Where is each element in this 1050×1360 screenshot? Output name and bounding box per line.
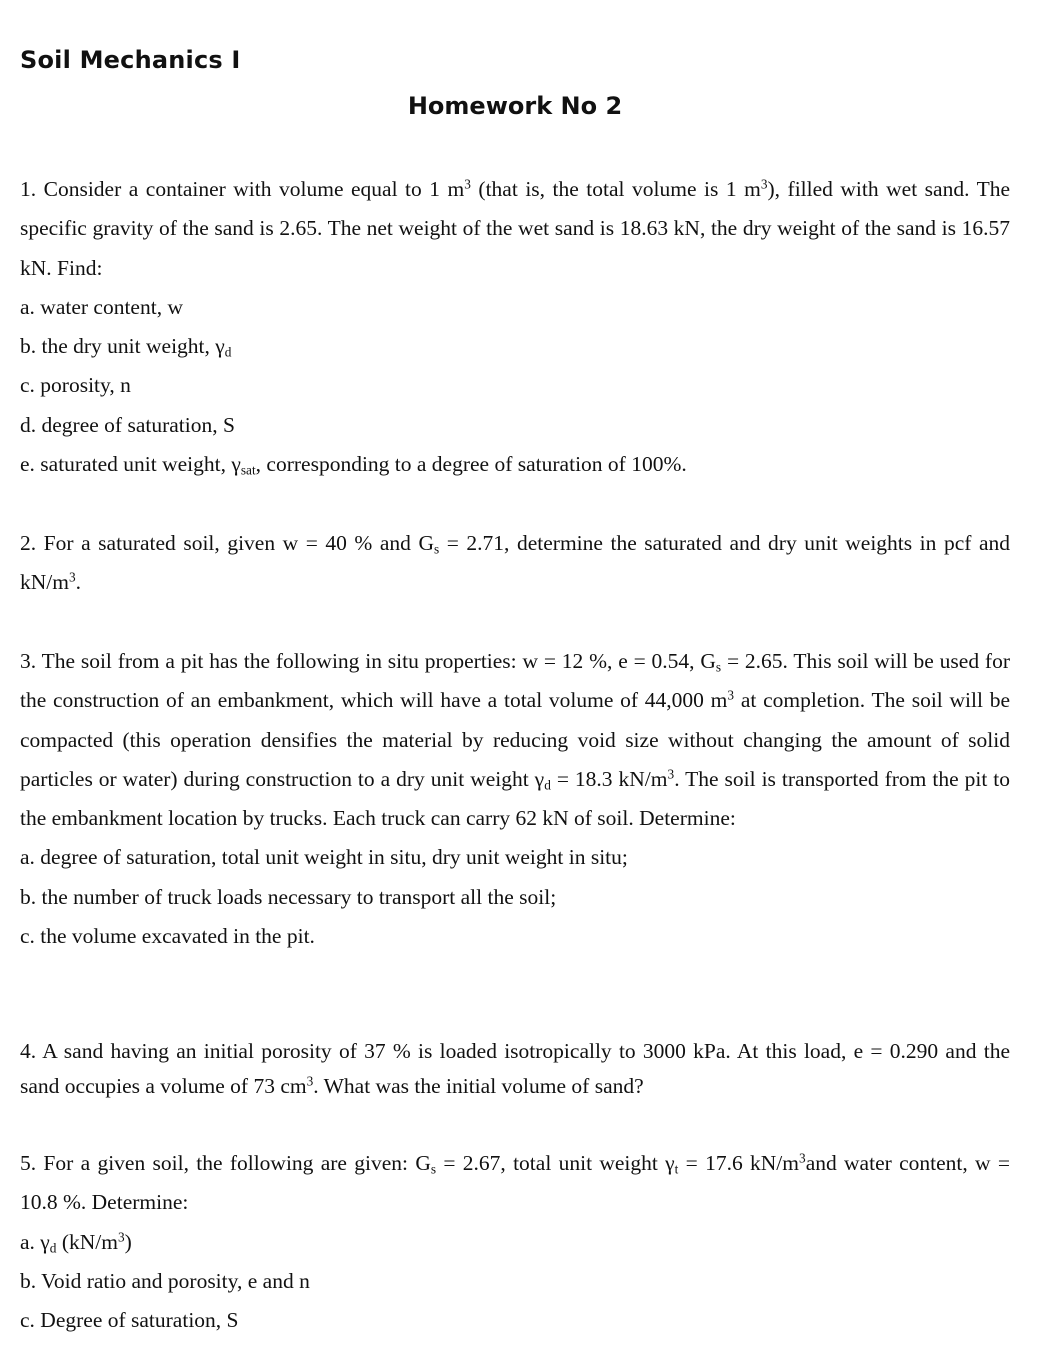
problem-5-part-b: b. Void ratio and porosity, e and n [20,1268,310,1293]
homework-title: Homework No 2 [407,92,623,120]
problem-2 [20,524,1010,603]
problem-3-part-c: c. the volume excavated in the pit. [20,924,315,949]
problem-1-statement: 1. Consider a container with volume equal to 1 $m^3$ (that is, the total volume is 1 $m^3$), filled with wet sand. The specific gravity of the sand is 2.65. The net weight of the wet sand is 18.63 kN, the dry weight of the sand is 16.57 kN. Find: [20,176,1010,280]
problem-1-part-d: d. degree of saturation, S [20,412,235,437]
problem-3 [20,642,1010,956]
problem-1-part-c: c. porosity, n [20,373,131,398]
problem-1-part-b: b. the dry unit weight, $\gamma_d$ [20,334,232,360]
problem-4-statement: 4. A sand having an initial porosity of 37 % is loaded isotropically to 3000 kPa. At this load, e = 0.290 and the sand occupies a volume of 73 $cm^3$. What was the initial volume of sand? [20,1039,1010,1098]
problem-3-part-b: b. the number of truck loads necessary to transport all the soil; [20,884,557,909]
problem-2-statement: 2. For a saturated soil, given w = 40 % and $G_s = 2.71$, determine the saturated and dry unit weights in pcf and $kN/m^3$. [20,531,1010,595]
problem-3-part-a: a. degree of saturation, total unit weight in situ, dry unit weight in situ; [20,845,628,870]
course-title: Soil Mechanics I [20,46,241,74]
problem-1 [20,170,1010,484]
problem-5-statement: 5. For a given soil, the following are given: $G_s = 2.67$, total unit weight $\gamma_t = 17.6$ $kN/m^3and$ water content, w = 10.8 %. Determine: [20,1150,1010,1215]
problem-3-statement: 3. The soil from a pit has the following in situ properties: w = 12 %, e = 0.54, $G_s = 2.65$. This soil will be used for the construction of an embankment, which will have a total volume of 44,000 $m^3$ at completion. The soil will be compacted (this operation densifies the material by reducing void size without changing the amount of solid particles or water) during construction to a dry unit weight $\gamma_d = 18.3$ $kN/m^3$. The soil is transported from the pit to the embankment location by trucks. Each truck can carry 62 kN of soil. Determine: [20,649,1010,831]
problem-4 [20,1034,1010,1104]
problem-5 [20,1144,1010,1340]
problem-1-part-a: a. water content, w [20,294,183,319]
problem-5-part-c: c. Degree of saturation, S [20,1308,239,1333]
problem-5-part-a: a. $\gamma_d$ $(kN/m^3)$ [20,1229,132,1255]
problem-1-part-e: e. saturated unit weight, $\gamma_{sat}$, corresponding to a degree of saturation of 100%. [20,452,687,478]
